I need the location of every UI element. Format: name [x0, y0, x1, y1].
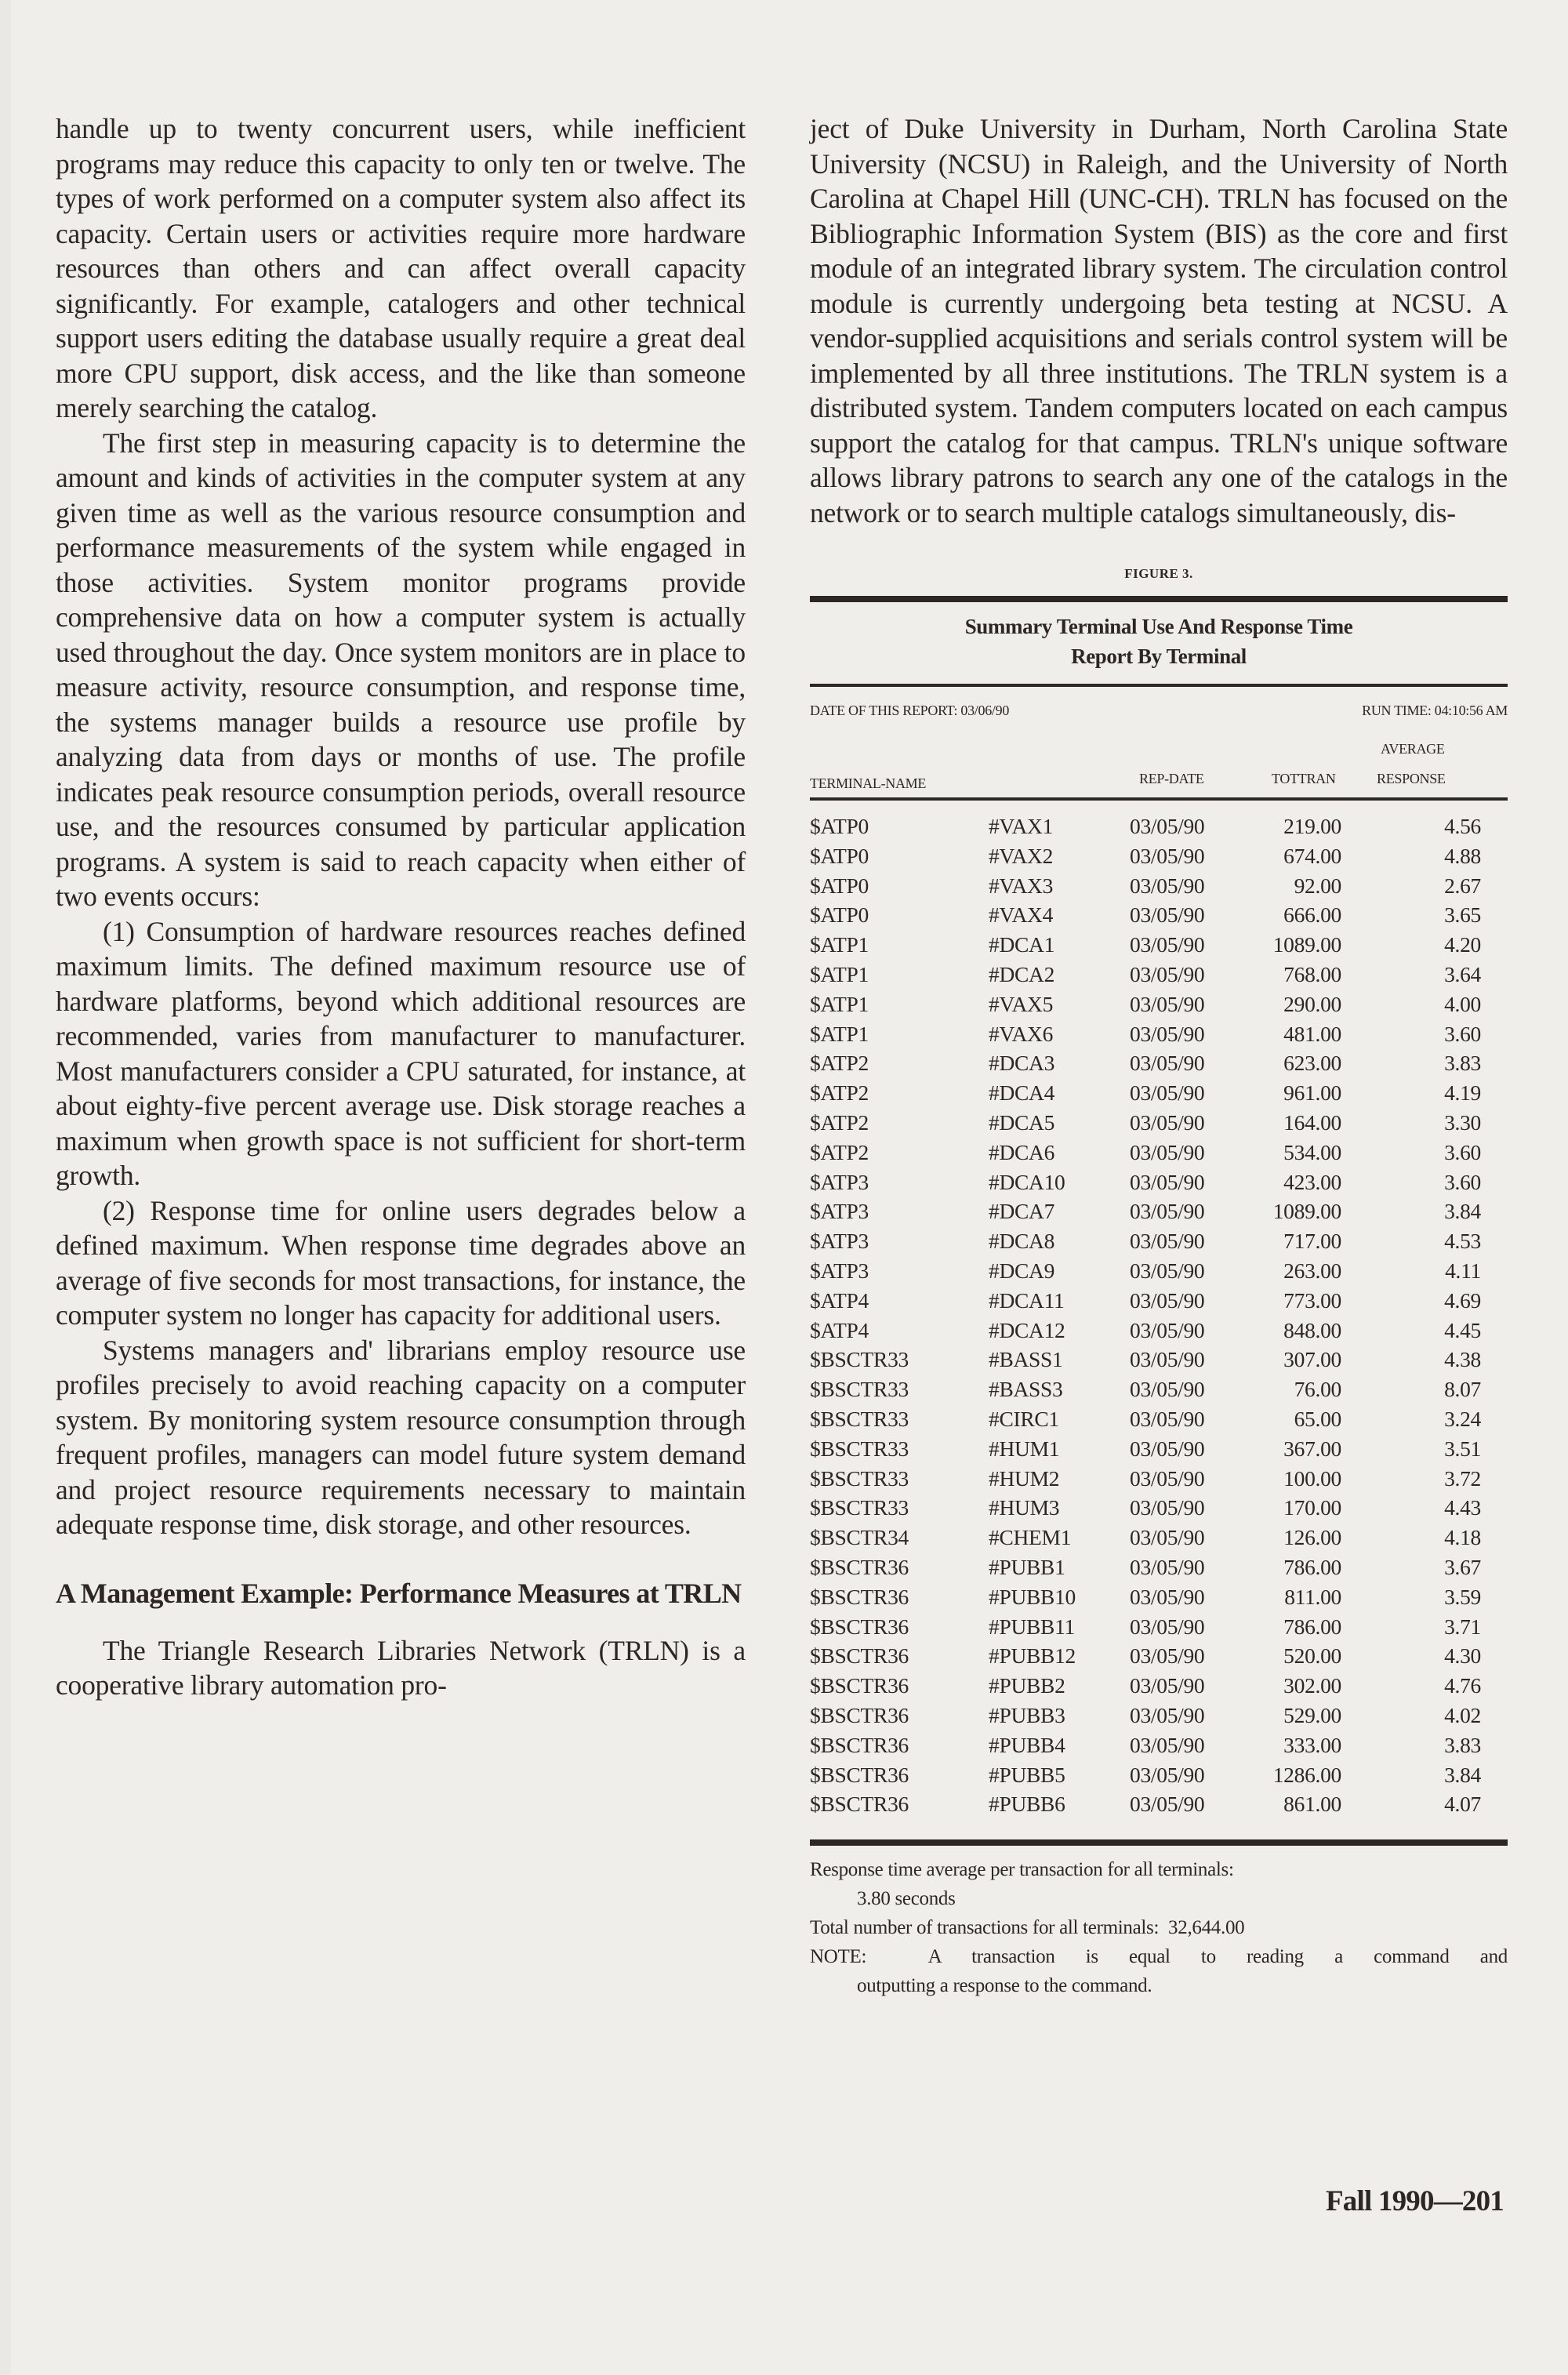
note-continuation: outputting a response to the command. — [857, 1975, 1152, 1997]
tottran-cell: 65.00 — [1294, 1406, 1341, 1431]
table-row — [810, 1078, 1508, 1108]
tottran-cell: 786.00 — [1283, 1614, 1341, 1639]
avg-response-cell: 4.88 — [1444, 843, 1481, 868]
rep-date-cell: 03/05/90 — [1130, 902, 1205, 928]
avg-response-cell: 3.83 — [1444, 1051, 1481, 1076]
tottran-cell: 773.00 — [1283, 1287, 1341, 1313]
device-name-cell: #DCA5 — [989, 1109, 1055, 1135]
avg-response-cell: 4.45 — [1444, 1317, 1481, 1342]
avg-response-value: 3.80 seconds — [857, 1888, 956, 1910]
device-name-cell: #VAX1 — [989, 814, 1054, 838]
tottran-cell: 290.00 — [1283, 991, 1341, 1016]
terminal-name-cell: $ATP3 — [810, 1199, 869, 1224]
avg-response-cell: 4.30 — [1444, 1643, 1481, 1669]
terminal-name-cell: $BSCTR34 — [810, 1525, 909, 1550]
avg-response-cell: 3.51 — [1444, 1436, 1481, 1461]
tottran-cell: 263.00 — [1283, 1258, 1341, 1283]
device-name-cell: #VAX4 — [989, 902, 1054, 928]
divider — [810, 1839, 1508, 1846]
note-label: NOTE: — [810, 1946, 867, 1968]
device-name-cell: #DCA9 — [989, 1258, 1055, 1283]
avg-response-cell: 3.71 — [1444, 1614, 1481, 1639]
divider — [810, 684, 1508, 687]
terminal-name-cell: $BSCTR36 — [810, 1702, 909, 1727]
tottran-cell: 1286.00 — [1272, 1762, 1341, 1787]
paragraph: The Triangle Research Libraries Network (TRLN) is a cooperative library automation pro- — [56, 1634, 746, 1701]
rep-date-cell: 03/05/90 — [1130, 1584, 1205, 1609]
avg-response-label: Response time average per transaction for all terminals: — [810, 1859, 1234, 1881]
avg-response-cell: 3.83 — [1444, 1732, 1481, 1757]
tottran-cell: 307.00 — [1283, 1347, 1341, 1372]
terminal-name-cell: $ATP0 — [810, 843, 869, 868]
terminal-name-cell: $BSCTR36 — [810, 1614, 909, 1639]
avg-response-cell: 3.65 — [1444, 902, 1481, 928]
paragraph: (1) Consumption of hardware resources reaches defined maximum limits. The defined maximum resource use of hardware platforms, beyond which additional resources are recommended, varies from manufacturer to manufacturer. Most manufacturers consider a CPU saturated, for instance, at about eighty-five percent average use. Disk storage reaches a maximum when growth space is not sufficient for short-term growth. — [56, 915, 746, 1191]
terminal-name-cell: $ATP3 — [810, 1169, 869, 1194]
rep-date-cell: 03/05/90 — [1130, 961, 1205, 986]
tottran-cell: 717.00 — [1283, 1229, 1341, 1254]
rep-date-cell: 03/05/90 — [1130, 1199, 1205, 1224]
terminal-name-cell: $BSCTR36 — [810, 1584, 909, 1609]
avg-response-cell: 8.07 — [1444, 1377, 1481, 1402]
rep-date-cell: 03/05/90 — [1130, 1080, 1205, 1106]
terminal-name-cell: $ATP1 — [810, 961, 869, 986]
terminal-name-cell: $BSCTR33 — [810, 1377, 909, 1402]
avg-response-cell: 4.20 — [1444, 932, 1481, 957]
device-name-cell: #BASS1 — [989, 1347, 1063, 1372]
rep-date-cell: 03/05/90 — [1130, 1406, 1205, 1431]
tottran-cell: 481.00 — [1283, 1021, 1341, 1046]
table-row — [810, 1019, 1508, 1049]
table-row — [810, 1197, 1508, 1226]
total-transactions — [810, 1913, 1508, 1942]
rep-date-cell: 03/05/90 — [1130, 1465, 1205, 1491]
avg-response-cell: 3.60 — [1444, 1169, 1481, 1194]
terminal-name-cell: $ATP3 — [810, 1258, 869, 1283]
rep-date-cell: 03/05/90 — [1130, 1021, 1205, 1046]
terminal-name-cell: $BSCTR33 — [810, 1406, 909, 1431]
table-row — [810, 1789, 1508, 1819]
avg-response-cell: 4.53 — [1444, 1229, 1481, 1254]
avg-response-cell: 3.24 — [1444, 1406, 1481, 1431]
terminal-name-cell: $BSCTR33 — [810, 1465, 909, 1491]
rep-date-cell: 03/05/90 — [1130, 1702, 1205, 1727]
header-tottran: TOTTRAN — [1272, 771, 1336, 786]
device-name-cell: #PUBB11 — [989, 1614, 1075, 1639]
device-name-cell: #DCA7 — [989, 1199, 1055, 1224]
rep-date-cell: 03/05/90 — [1130, 932, 1205, 957]
terminal-name-cell: $ATP2 — [810, 1051, 869, 1076]
table-row — [810, 1582, 1508, 1612]
terminal-name-cell: $ATP4 — [810, 1317, 869, 1342]
device-name-cell: #DCA8 — [989, 1229, 1055, 1254]
device-name-cell: #DCA10 — [989, 1169, 1065, 1194]
device-name-cell: #PUBB4 — [989, 1732, 1065, 1757]
rep-date-cell: 03/05/90 — [1130, 1643, 1205, 1669]
rep-date-cell: 03/05/90 — [1130, 1554, 1205, 1579]
figure-label: FIGURE 3. — [1124, 566, 1193, 581]
avg-response-cell: 3.84 — [1444, 1762, 1481, 1787]
avg-response-cell: 4.69 — [1444, 1287, 1481, 1313]
device-name-cell: #DCA6 — [989, 1139, 1055, 1164]
rep-date-cell: 03/05/90 — [1130, 1051, 1205, 1076]
rep-date-cell: 03/05/90 — [1130, 991, 1205, 1016]
table-row — [810, 1226, 1508, 1256]
table-row — [810, 1464, 1508, 1494]
table-row — [810, 1286, 1508, 1316]
rep-date-cell: 03/05/90 — [1130, 1169, 1205, 1194]
device-name-cell: #DCA1 — [989, 932, 1055, 957]
avg-response-cell: 3.64 — [1444, 961, 1481, 986]
terminal-name-cell: $ATP1 — [810, 1021, 869, 1046]
figure-title-line: Report By Terminal — [1071, 645, 1247, 668]
divider — [810, 596, 1508, 602]
total-transactions-value: 32,644.00 — [1168, 1917, 1245, 1939]
avg-response-cell: 4.18 — [1444, 1525, 1481, 1550]
device-name-cell: #VAX5 — [989, 991, 1054, 1016]
rep-date-cell: 03/05/90 — [1130, 1258, 1205, 1283]
device-name-cell: #CIRC1 — [989, 1406, 1059, 1431]
terminal-name-cell: $BSCTR36 — [810, 1643, 909, 1669]
rep-date-cell: 03/05/90 — [1130, 1317, 1205, 1342]
tottran-cell: 219.00 — [1283, 814, 1341, 838]
rep-date-cell: 03/05/90 — [1130, 1377, 1205, 1402]
table-row — [810, 1256, 1508, 1286]
tottran-cell: 126.00 — [1283, 1525, 1341, 1550]
terminal-name-cell: $ATP4 — [810, 1287, 869, 1313]
paragraph: ject of Duke University in Durham, North Carolina State University (NCSU) in Raleigh, and the University of North Carolina at Chapel Hill (UNC-CH). TRLN has focused on the Bibliographic Information System (BIS) as the core and first module of an integrated library system. The circulation control module is currently undergoing beta testing at NCSU. A vendor-supplied acquisitions and serials control system will be implemented by all three institutions. The TRLN system is a distributed system. Tandem computers located on each campus support the catalog for that campus. TRLN's unique software allows library patrons to search any one of the catalogs in the network or to search multiple catalogs simultaneously, dis- — [810, 113, 1508, 528]
header-terminal-name: TERMINAL-NAME — [810, 775, 927, 791]
rep-date-cell: 03/05/90 — [1130, 1436, 1205, 1461]
terminal-name-cell: $ATP3 — [810, 1229, 869, 1254]
header-response: RESPONSE — [1377, 771, 1446, 786]
avg-response-cell: 3.30 — [1444, 1109, 1481, 1135]
terminal-name-cell: $ATP1 — [810, 991, 869, 1016]
paragraph: (2) Response time for online users degrades below a defined maximum. When response time degrades above an average of five seconds for most transactions, for instance, the computer system no longer has capacity for additional users. — [56, 1194, 746, 1331]
table-row — [810, 1760, 1508, 1790]
rep-date-cell: 03/05/90 — [1130, 1732, 1205, 1757]
terminal-name-cell: $ATP0 — [810, 902, 869, 928]
tottran-cell: 1089.00 — [1272, 932, 1341, 957]
device-name-cell: #PUBB5 — [989, 1762, 1065, 1787]
tottran-cell: 1089.00 — [1272, 1199, 1341, 1224]
tottran-cell: 666.00 — [1283, 902, 1341, 928]
table-row — [810, 1138, 1508, 1168]
table-row — [810, 1671, 1508, 1701]
rep-date-cell: 03/05/90 — [1130, 1287, 1205, 1313]
device-name-cell: #PUBB1 — [989, 1554, 1065, 1579]
tottran-cell: 674.00 — [1283, 843, 1341, 868]
table-row — [810, 871, 1508, 901]
total-transactions-label: Total number of transactions for all terminals: — [810, 1917, 1160, 1939]
table-row — [810, 1493, 1508, 1523]
paragraph: The first step in measuring capacity is to determine the amount and kinds of activities in the computer system at any given time as well as the various resource consumption and performance measurements of the system while engaged in those activities. System monitor programs provide comprehensive data on how a computer system is actually used throughout the day. Once system monitors are in place to measure activity, resource consumption, and response time, the systems manager builds a resource use profile by analyzing data from days or months of use. The profile indicates peak resource consumption periods, overall resource use, and the resources consumed by particular application programs. A system is said to reach capacity when either of two events occurs: — [56, 427, 746, 912]
terminal-name-cell: $ATP2 — [810, 1139, 869, 1164]
report-summary — [810, 1855, 1508, 2000]
avg-response-cell: 4.00 — [1444, 991, 1481, 1016]
terminal-name-cell: $BSCTR33 — [810, 1347, 909, 1372]
figure-3 — [810, 566, 1508, 2000]
device-name-cell: #PUBB6 — [989, 1792, 1065, 1817]
tottran-cell: 302.00 — [1283, 1673, 1341, 1698]
terminal-name-cell: $BSCTR33 — [810, 1495, 909, 1520]
tottran-cell: 76.00 — [1294, 1377, 1341, 1402]
tottran-cell: 786.00 — [1283, 1554, 1341, 1579]
rep-date-cell: 03/05/90 — [1130, 1109, 1205, 1135]
table-row — [810, 1404, 1508, 1434]
table-row — [810, 930, 1508, 960]
figure-title — [810, 612, 1508, 671]
device-name-cell: #DCA11 — [989, 1287, 1065, 1313]
table-row — [810, 1523, 1508, 1552]
section-heading: A Management Example: Performance Measures at TRLN — [56, 1577, 742, 1609]
note-text: A transaction is equal to reading a command and — [927, 1946, 1508, 1968]
device-name-cell: #VAX3 — [989, 873, 1054, 898]
report-date: DATE OF THIS REPORT: 03/06/90 — [810, 703, 1010, 718]
terminal-name-cell: $BSCTR36 — [810, 1673, 909, 1698]
device-name-cell: #HUM3 — [989, 1495, 1060, 1520]
tottran-cell: 520.00 — [1283, 1643, 1341, 1669]
rep-date-cell: 03/05/90 — [1130, 843, 1205, 868]
header-average: AVERAGE — [1381, 741, 1445, 757]
table-row — [810, 812, 1508, 841]
table-row — [810, 841, 1508, 871]
figure-title-line: Summary Terminal Use And Response Time — [964, 615, 1353, 638]
tottran-cell: 170.00 — [1283, 1495, 1341, 1520]
rep-date-cell: 03/05/90 — [1130, 1673, 1205, 1698]
journal-page — [11, 0, 1568, 2375]
device-name-cell: #HUM2 — [989, 1465, 1060, 1491]
tottran-cell: 367.00 — [1283, 1436, 1341, 1461]
rep-date-cell: 03/05/90 — [1130, 1495, 1205, 1520]
avg-response-cell: 4.38 — [1444, 1347, 1481, 1372]
tottran-cell: 961.00 — [1283, 1080, 1341, 1106]
avg-response-cell: 4.19 — [1444, 1080, 1481, 1106]
avg-response-cell: 4.43 — [1444, 1495, 1481, 1520]
device-name-cell: #DCA2 — [989, 961, 1055, 986]
report-table — [810, 812, 1508, 1819]
table-row — [810, 1168, 1508, 1197]
device-name-cell: #HUM1 — [989, 1436, 1060, 1461]
tottran-cell: 768.00 — [1283, 961, 1341, 986]
rep-date-cell: 03/05/90 — [1130, 1347, 1205, 1372]
tottran-cell: 164.00 — [1283, 1109, 1341, 1135]
tottran-cell: 529.00 — [1283, 1702, 1341, 1727]
rep-date-cell: 03/05/90 — [1130, 1614, 1205, 1639]
device-name-cell: #PUBB2 — [989, 1673, 1065, 1698]
device-name-cell: #PUBB3 — [989, 1702, 1065, 1727]
right-column — [810, 111, 1508, 2000]
table-row — [810, 1375, 1508, 1404]
page-footer: Fall 1990—201 — [1325, 2185, 1504, 2217]
avg-response-cell: 2.67 — [1444, 873, 1481, 898]
tottran-cell: 333.00 — [1283, 1732, 1341, 1757]
divider — [810, 797, 1508, 801]
table-row — [810, 1701, 1508, 1730]
avg-response-cell: 3.59 — [1444, 1584, 1481, 1609]
table-row — [810, 1552, 1508, 1582]
terminal-name-cell: $ATP2 — [810, 1080, 869, 1106]
rep-date-cell: 03/05/90 — [1130, 1762, 1205, 1787]
device-name-cell: #CHEM1 — [989, 1525, 1072, 1550]
tottran-cell: 100.00 — [1283, 1465, 1341, 1491]
device-name-cell: #PUBB12 — [989, 1643, 1076, 1669]
terminal-name-cell: $ATP0 — [810, 814, 869, 838]
paragraph: Systems managers and' librarians employ resource use profiles precisely to avoid reaching capacity on a computer system. By monitoring system resource consumption through frequent profiles, managers can model future system demand and project resource requirements necessary to maintain adequate response time, disk storage, and other resources. — [56, 1334, 746, 1540]
table-row — [810, 1108, 1508, 1138]
table-row — [810, 1316, 1508, 1345]
header-rep-date: REP-DATE — [1139, 771, 1204, 786]
rep-date-cell: 03/05/90 — [1130, 1139, 1205, 1164]
avg-response-cell: 3.60 — [1444, 1021, 1481, 1046]
table-row — [810, 1641, 1508, 1671]
avg-response-cell: 4.56 — [1444, 814, 1481, 838]
table-row — [810, 960, 1508, 990]
report-meta — [810, 703, 1508, 719]
terminal-name-cell: $BSCTR36 — [810, 1554, 909, 1579]
tottran-cell: 423.00 — [1283, 1169, 1341, 1194]
terminal-name-cell: $BSCTR36 — [810, 1762, 909, 1787]
avg-response-cell: 4.02 — [1444, 1702, 1481, 1727]
table-header — [810, 719, 1508, 797]
device-name-cell: #DCA12 — [989, 1317, 1065, 1342]
table-row — [810, 1730, 1508, 1760]
avg-response-cell: 3.60 — [1444, 1139, 1481, 1164]
paragraph: handle up to twenty concurrent users, while inefficient programs may reduce this capacity to only ten or twelve. The types of work performed on a computer system also affect its capacity. Certain users or activities require more hardware resources than others and can affect overall capacity significantly. For example, catalogers and other technical support users editing the database usually require a great deal more CPU support, disk access, and the like than someone merely searching the catalog. — [56, 113, 746, 423]
terminal-name-cell: $ATP0 — [810, 873, 869, 898]
terminal-name-cell: $BSCTR33 — [810, 1436, 909, 1461]
terminal-name-cell: $ATP2 — [810, 1109, 869, 1135]
table-row — [810, 1048, 1508, 1078]
device-name-cell: #BASS3 — [989, 1377, 1063, 1402]
avg-response-cell: 3.72 — [1444, 1465, 1481, 1491]
device-name-cell: #VAX2 — [989, 843, 1054, 868]
device-name-cell: #DCA4 — [989, 1080, 1055, 1106]
rep-date-cell: 03/05/90 — [1130, 1792, 1205, 1817]
left-column — [56, 111, 746, 1703]
avg-response-cell: 4.76 — [1444, 1673, 1481, 1698]
tottran-cell: 861.00 — [1283, 1792, 1341, 1817]
rep-date-cell: 03/05/90 — [1130, 1229, 1205, 1254]
avg-response-cell: 4.07 — [1444, 1792, 1481, 1817]
terminal-name-cell: $ATP1 — [810, 932, 869, 957]
tottran-cell: 848.00 — [1283, 1317, 1341, 1342]
avg-response-cell: 3.67 — [1444, 1554, 1481, 1579]
note — [810, 1942, 1508, 1971]
avg-response-cell: 3.84 — [1444, 1199, 1481, 1224]
avg-response-cell: 4.11 — [1445, 1258, 1481, 1283]
tottran-cell: 623.00 — [1283, 1051, 1341, 1076]
terminal-name-cell: $BSCTR36 — [810, 1732, 909, 1757]
terminal-name-cell: $BSCTR36 — [810, 1792, 909, 1817]
table-row — [810, 1345, 1508, 1375]
table-row — [810, 1612, 1508, 1642]
table-row — [810, 1434, 1508, 1464]
rep-date-cell: 03/05/90 — [1130, 814, 1205, 838]
table-row — [810, 900, 1508, 930]
tottran-cell: 811.00 — [1284, 1584, 1341, 1609]
table-row — [810, 990, 1508, 1019]
device-name-cell: #VAX6 — [989, 1021, 1054, 1046]
run-time: RUN TIME: 04:10:56 AM — [1362, 703, 1508, 718]
rep-date-cell: 03/05/90 — [1130, 873, 1205, 898]
device-name-cell: #PUBB10 — [989, 1584, 1076, 1609]
tottran-cell: 534.00 — [1283, 1139, 1341, 1164]
device-name-cell: #DCA3 — [989, 1051, 1055, 1076]
rep-date-cell: 03/05/90 — [1130, 1525, 1205, 1550]
tottran-cell: 92.00 — [1294, 873, 1341, 898]
